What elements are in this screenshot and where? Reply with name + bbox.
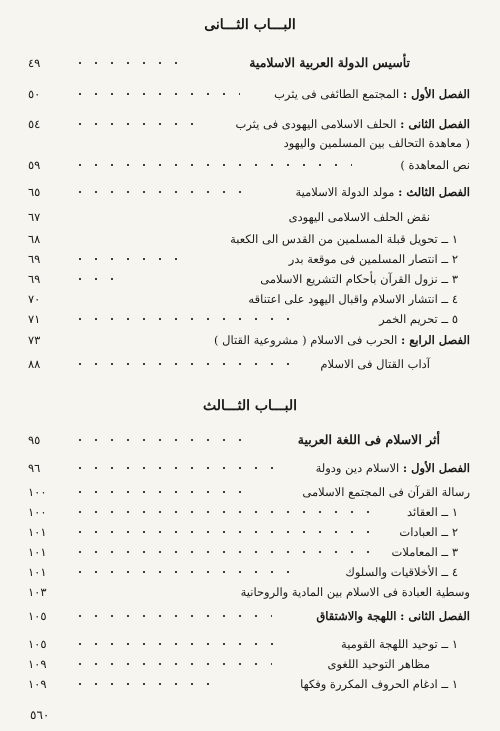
toc-entry (28, 458, 470, 478)
page-number: ٦٧ (28, 210, 41, 224)
entry-text: ١ ــ تحويل قبلة المسلمين من القدس الى الكعبة (230, 232, 458, 246)
entry-text: ٢ ــ انتصار المسلمين فى موقعة بدر (288, 252, 458, 266)
page-number: ٦٩ (28, 252, 41, 266)
toc-entry (28, 155, 470, 175)
chapter-label: الفصل الرابع : (400, 333, 470, 347)
entry-text: وسطية العبادة فى الاسلام بين المادية والروحانية (240, 585, 470, 599)
page-number: ٧٠ (28, 292, 41, 306)
entry-text: ١ ــ ادغام الحروف المكررة وفكها (300, 677, 458, 691)
toc-entry (28, 354, 470, 374)
leader-dots (72, 551, 372, 553)
page-number: ٧٣ (28, 333, 41, 347)
section-heading (28, 53, 470, 73)
page-number: ٤٩ (28, 56, 41, 70)
toc-entry (28, 269, 470, 289)
page-number: ٥٩ (28, 158, 41, 172)
entry-text: ٥ ــ تحريم الخمر (379, 312, 458, 326)
toc-entry (28, 562, 470, 582)
page-number: ٥٠ (28, 87, 41, 101)
entry-text: ٤ ــ انتشار الاسلام واقبال اليهود على اعتناقه (248, 292, 458, 306)
page-number: ٦٩ (28, 272, 41, 286)
leader-dots (72, 531, 372, 533)
leader-dots (72, 191, 250, 193)
leader-dots (72, 571, 302, 573)
page-number: ٧١ (28, 312, 41, 326)
toc-entry (28, 182, 470, 202)
leader-dots (72, 511, 380, 513)
toc-entry (28, 84, 470, 104)
entry-text: مظاهر التوحيد اللغوى (327, 657, 430, 671)
page-number: ١٠٣ (28, 585, 47, 599)
entry-text: ٢ ــ العبادات (399, 525, 458, 539)
entry-text: آداب القتال فى الاسلام (320, 357, 430, 371)
toc-entry (28, 229, 470, 249)
folio-number: ٥٦٠ (30, 708, 50, 722)
entry-text: ٣ ــ نزول القرآن بأحكام التشريع الاسلامى (260, 272, 458, 286)
page-number: ١٠١ (28, 525, 47, 539)
entry-text: نقض الحلف الاسلامى اليهودى (288, 210, 430, 224)
toc-entry (28, 309, 470, 329)
chapter-label: الفصل الثانى : (400, 117, 470, 131)
chapter-label: الفصل الأول : (402, 87, 470, 101)
leader-dots (72, 615, 272, 617)
toc-entry (28, 502, 470, 522)
page-number: ٥٤ (28, 117, 41, 131)
entry-text: ١ ــ العقائد (406, 505, 458, 519)
toc-entry (28, 482, 470, 502)
section-title: البـــاب الثـــالث (203, 398, 297, 414)
entry-text: نص المعاهدة ) (400, 158, 470, 172)
leader-dots (72, 467, 278, 469)
heading-text: أثر الاسلام فى اللغة العربية (297, 432, 440, 447)
page-number: ٨٨ (28, 357, 41, 371)
page-number: ١٠٩ (28, 677, 47, 691)
section-heading (28, 430, 470, 450)
toc-entry (28, 674, 470, 694)
toc-entry (28, 522, 470, 542)
toc-entry (28, 542, 470, 562)
page-number: ٦٥ (28, 185, 41, 199)
toc-entry (28, 654, 470, 674)
leader-dots (72, 491, 246, 493)
leader-dots (72, 164, 352, 166)
leader-dots (72, 93, 240, 95)
section-title: البـــاب الثـــانى (204, 17, 296, 33)
entry-text: ٤ ــ الأخلاقيات والسلوك (345, 565, 458, 579)
leader-dots (72, 683, 222, 685)
entry-text: ٣ ــ المعاملات (391, 545, 458, 559)
toc-entry (28, 289, 470, 309)
toc-entry (28, 582, 470, 602)
page-number: ١٠١ (28, 545, 47, 559)
entry-text: المجتمع الطائفى فى يثرب (274, 87, 400, 101)
page-number: ١٠٥ (28, 637, 47, 651)
chapter-label: الفصل الأول : (402, 461, 470, 475)
entry-text: مولد الدولة الاسلامية (295, 185, 395, 199)
leader-dots (72, 318, 296, 320)
toc-entry (28, 606, 470, 626)
page-number: ١٠٠ (28, 485, 47, 499)
page-number: ١٠٠ (28, 505, 47, 519)
entry-text: ١ ــ توحيد اللهجة القومية (341, 637, 458, 651)
entry-text: الحلف الاسلامى اليهودى فى يثرب (235, 117, 397, 131)
entry-text: ( معاهدة التحالف بين المسلمين واليهود (283, 136, 470, 150)
toc-entry (28, 114, 470, 134)
entry-text: اللهجة والاشتقاق (316, 609, 397, 623)
chapter-label: الفصل الثالث : (398, 185, 470, 199)
toc-entry (28, 207, 470, 227)
page-number: ١٠٥ (28, 609, 47, 623)
toc-entry (28, 330, 470, 350)
leader-dots (72, 439, 242, 441)
leader-dots (72, 62, 182, 64)
heading-text: تأسيس الدولة العربية الاسلامية (249, 55, 410, 70)
toc-entry (28, 133, 470, 153)
leader-dots (72, 278, 120, 280)
page-number: ١٠١ (28, 565, 47, 579)
chapter-label: الفصل الثانى : (400, 609, 470, 623)
entry-text: رسالة القرآن فى المجتمع الاسلامى (302, 485, 470, 499)
leader-dots (72, 123, 200, 125)
leader-dots (72, 363, 302, 365)
toc-entry (28, 249, 470, 269)
entry-text: الاسلام دين ودولة (315, 461, 400, 475)
page-number: ٩٥ (28, 433, 41, 447)
toc-entry (28, 634, 470, 654)
page-number: ٩٦ (28, 461, 41, 475)
page-number: ٦٨ (28, 232, 41, 246)
entry-text: الحرب فى الاسلام ( مشروعية القتال ) (214, 333, 398, 347)
leader-dots (72, 663, 272, 665)
leader-dots (72, 643, 286, 645)
page-number: ١٠٩ (28, 657, 47, 671)
leader-dots (72, 258, 190, 260)
